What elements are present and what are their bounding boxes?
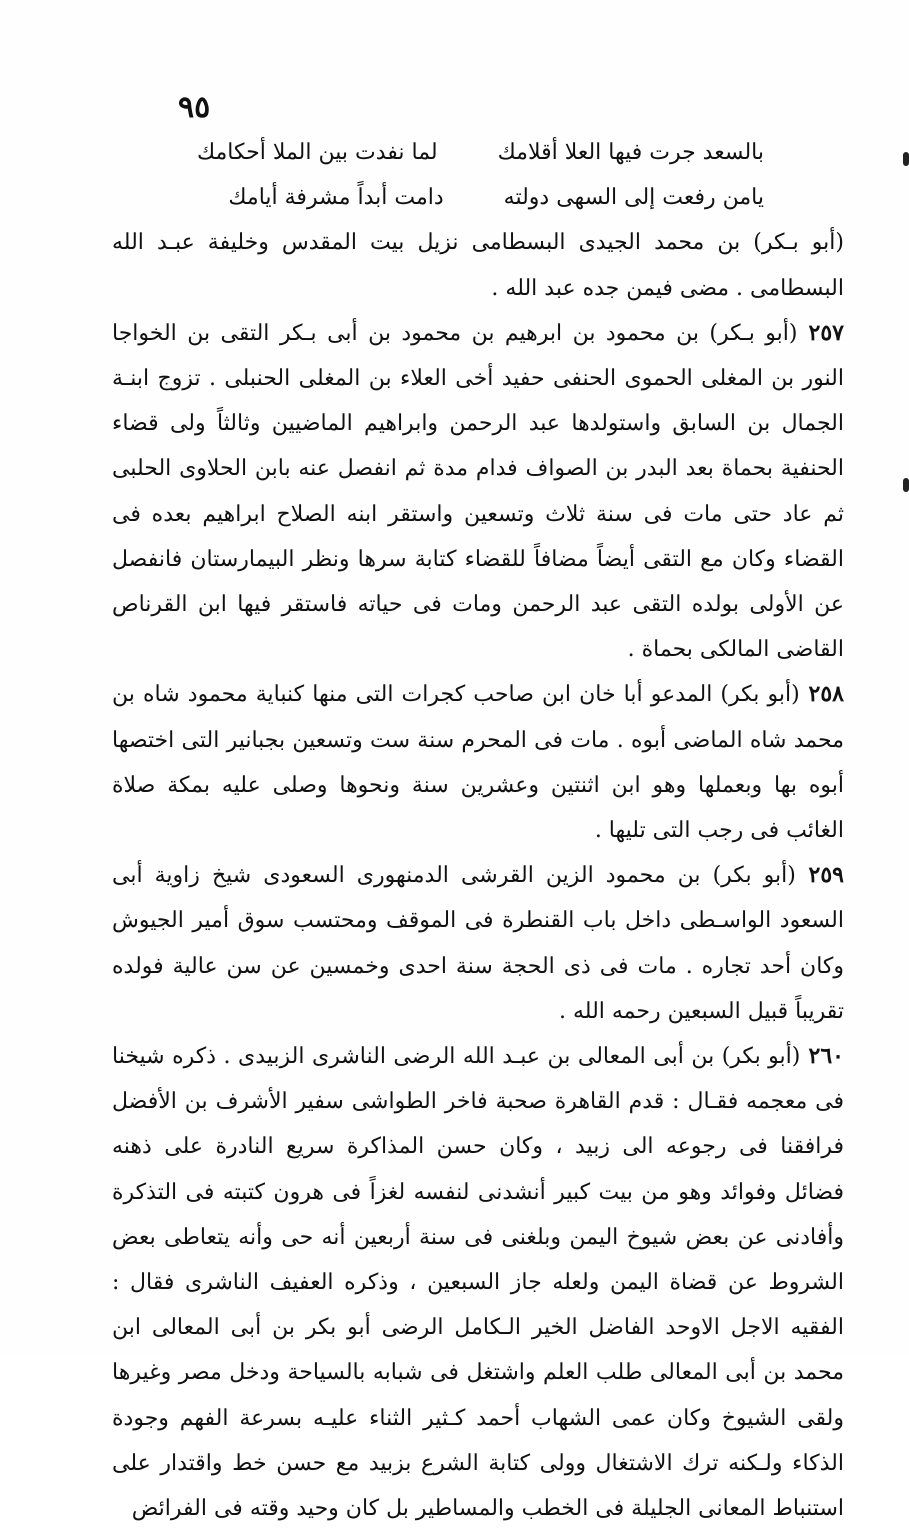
entry-paragraph [112, 311, 844, 673]
margin-mark [903, 152, 909, 166]
entry-number: ٢٦٠ [800, 1043, 844, 1070]
text-block [112, 130, 844, 1531]
verse-hemistich-right: بالسعد جرت فيها العلا أقلامك [497, 140, 764, 165]
entry-number: ٢٥٨ [799, 681, 844, 708]
entry-text: (أبو بكر) بن أبى المعالى بن عبـد الله الرضى الناشرى الزبيدى . ذكره شيخنا فى معجمه فقـال : قدم القاهرة صحبة فاخر الطواشى سفير الأشرف بن الأفضل فرافقنا فى رجوعه الى زبيد ، وكان حسن المذاكرة سريع النادرة على ذهنه فضائل وفوائد وهو من بيت كبير أنشدنى لنفسه لغزاً فى هرون كتبته فى التذكرة وأفادنى عن بعض شيوخ اليمن وبلغنى فى سنة أربعين أنه حى وأنه يتعاطى بعض الشروط عن قضاة اليمن ولعله جاز السبعين ، وذكره العفيف الناشرى فقال : الفقيه الاجل الاوحد الفاضل الخير الـكامل الرضى أبو بكر بن أبى المعالى ابن محمد بن أبى المعالى طلب العلم واشتغل فى شبابه بالسياحة ودخل مصر وغيرها ولقى الشيوخ وكان عمى الشهاب أحمد كـثير الثناء عليـه بسرعة الفهم وجودة الذكاء ولـكنه ترك الاشتغال وولى كتابة الشرع بزبيد مع حسن خط واقتدار على استنباط المعانى الجليلة فى الخطب والمساطير بل كان وحيد وقته فى الفرائض [112, 1044, 844, 1522]
entry-text: (أبو بـكر) بن محمود بن ابرهيم بن محمود بن أبى بـكر التقى بن الخواجا النور بن المغلى الحموى الحنفى حفيد أخى العلاء بن المغلى الحنبلى . تزوج ابنـة الجمال بن السابق واستولدها عبد الرحمن وابراهيم الماضيين وثالثاً ولى قضاء الحنفية بحماة بعد البدر بن الصواف فدام مدة ثم انفصل عنه بابن الحلاوى الحلبى ثم عاد حتى مات فى سنة ثلاث وتسعين واستقر ابنه الصلاح ابراهيم بعده فى القضاء وكان مع التقى أيضاً مضافاً للقضاء كتابة سرها ونظر البيمارستان فانفصل عن الأولى بولده التقى عبد الرحمن ومات فى حياته فاستقر فيها ابن القرناص القاضى المالكى بحماة . [112, 320, 844, 663]
entry-text: (أبو بـكر) بن محمد الجيدى البسطامى نزيل بيت المقدس وخليفة عبـد الله البسطامى . مضى فيمن جده عبد الله . [112, 230, 844, 301]
entry-paragraph [112, 220, 844, 310]
entry-number: ٢٥٧ [797, 319, 844, 346]
page-number: ٩٥ [178, 90, 211, 125]
verse-line [112, 175, 764, 220]
entry-paragraph [112, 672, 844, 853]
verse-hemistich-right: يامن رفعت إلى السهى دولته [503, 185, 764, 211]
verse-line [112, 130, 764, 175]
margin-mark [903, 478, 909, 492]
entry-text: (أبو بكر) بن محمود الزين القرشى الدمنهورى السعودى شيخ زاوية أبى السعود الواسـطى داخل باب القنطرة فى الموقف ومحتسب سوق أمير الجيوش وكان أحد تجاره . مات فى ذى الحجة سنة احدى وخمسين عن سن عالية فولده تقريباً قبيل السبعين رحمه الله . [112, 863, 844, 1024]
entry-paragraph [112, 853, 844, 1034]
verse-hemistich-left: لما نفدت بين الملا أحكامك [196, 140, 438, 165]
entry-text: (أبو بكر) المدعو أبا خان ابن صاحب كجرات التى منها كنباية محمود شاه بن محمد شاه الماضى أبوه . مات فى المحرم سنة ست وتسعين بجبانير التى اختصها أبوه بها وبعملها وهو ابن اثنتين وعشرين سنة ونحوها وصلى عليه بمكة صلاة الغائب فى رجب التى تليها . [112, 682, 844, 844]
entry-paragraph [112, 1034, 844, 1531]
entry-number: ٢٥٩ [795, 862, 844, 889]
verse-hemistich-left: دامت أبداً مشرفة أيامك [228, 185, 444, 211]
